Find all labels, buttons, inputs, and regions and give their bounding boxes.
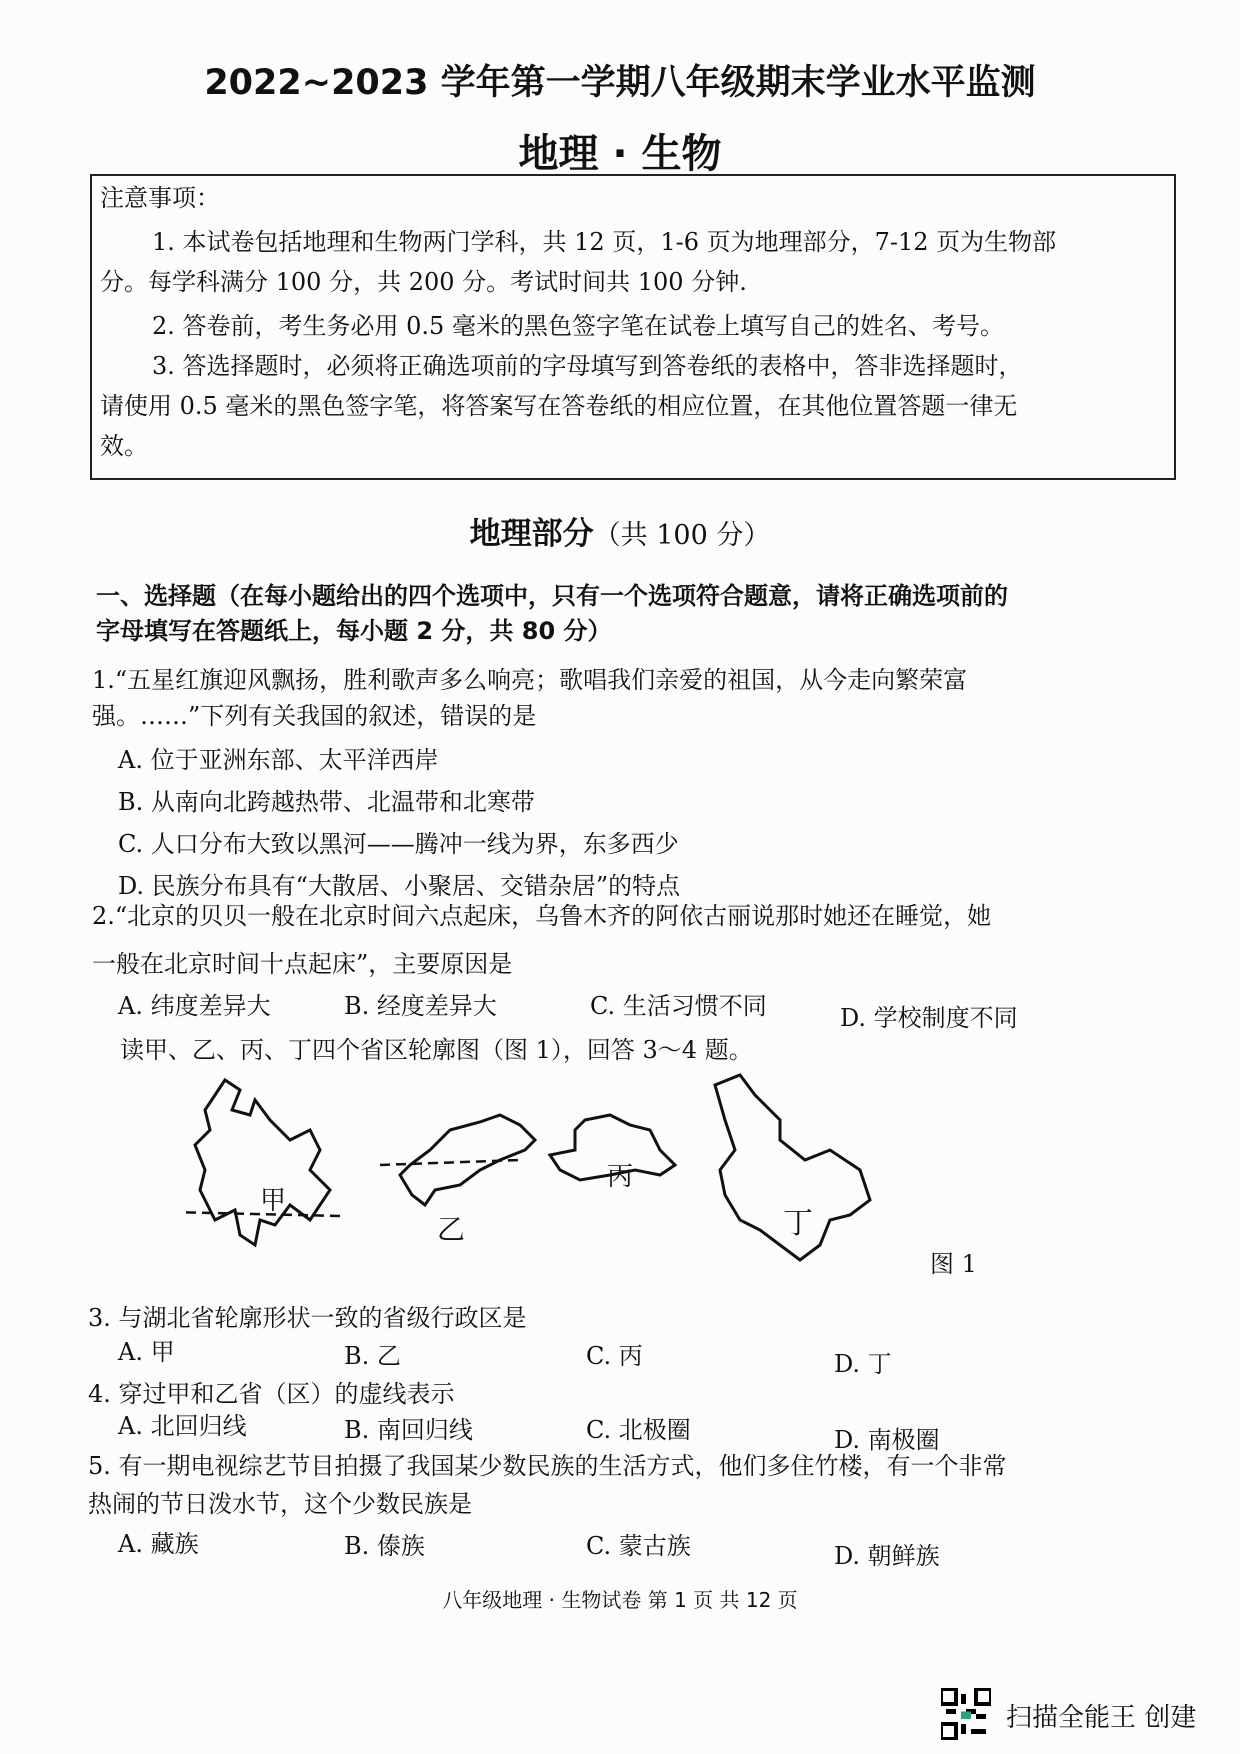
exam-subtitle: 地理 · 生物 [518,131,722,177]
section-title [0,508,1240,553]
question-3: 3. 与湖北省轮廓形状一致的省级行政区是 [88,1304,527,1332]
notice-line: 3. 答选择题时，必须将正确选项前的字母填写到答卷纸的表格中，答非选择题时， [152,352,1023,380]
option: B. 乙 [344,1342,401,1370]
option: D. 学校制度不同 [840,1004,1018,1032]
option: A. 北回归线 [118,1412,247,1440]
notice-heading: 注意事项： [100,184,220,212]
notice-line: 1. 本试卷包括地理和生物两门学科，共 12 页，1-6 页为地理部分，7-12 页为生物部 [152,228,1057,256]
option: C. 北极圈 [586,1416,691,1444]
notice-line: 请使用 0.5 毫米的黑色签字笔，将答案写在答卷纸的相应位置，在其他位置答题一律无 [100,392,1018,420]
tropic-dashed-line [380,1160,520,1165]
label-bing: 丙 [607,1162,634,1192]
option: C. 蒙古族 [586,1532,691,1560]
option: A. 位于亚洲东部、太平洋西岸 [118,746,439,774]
label-yi: 乙 [437,1213,466,1246]
label-ding: 丁 [783,1206,813,1241]
option: D. 朝鲜族 [834,1542,940,1570]
option: B. 傣族 [344,1532,425,1560]
option: B. 从南向北跨越热带、北温带和北寒带 [118,788,535,816]
question-4: 4. 穿过甲和乙省（区）的虚线表示 [88,1380,455,1408]
label-jia: 甲 [260,1186,287,1216]
part-heading: 字母填写在答题纸上，每小题 2 分，共 80 分） [96,617,612,645]
question-5-cont: 热闹的节日泼水节，这个少数民族是 [88,1490,472,1518]
option: C. 丙 [586,1342,643,1370]
notice-line: 分。每学科满分 100 分，共 200 分。考试时间共 100 分钟. [100,268,747,296]
question-2-cont: 一般在北京时间十点起床”，主要原因是 [92,950,513,978]
option: D. 南极圈 [834,1426,940,1454]
page-footer: 八年级地理 · 生物试卷 第 1 页 共 12 页 [442,1588,798,1612]
option: B. 南回归线 [344,1416,473,1444]
question-1: 1.“五星红旗迎风飘扬，胜利歌声多么响亮；歌唱我们亲爱的祖国，从今走向繁荣富 [92,666,968,694]
option: C. 生活习惯不同 [590,992,767,1020]
province-jia-outline [195,1080,330,1245]
figure-intro: 读甲、乙、丙、丁四个省区轮廓图（图 1），回答 3～4 题。 [120,1036,753,1064]
exam-title: 2022~2023 学年第一学期八年级期末学业水平监测 [204,63,1036,103]
option: D. 丁 [834,1350,892,1378]
option: B. 经度差异大 [344,992,497,1020]
option: D. 民族分布具有“大散居、小聚居、交错杂居”的特点 [118,872,681,900]
notice-line: 效。 [100,432,148,460]
notice-line: 2. 答卷前，考生务必用 0.5 毫米的黑色签字笔在试卷上填写自己的姓名、考号。 [152,312,1004,340]
section-name: 地理部分 [469,516,594,552]
question-1-cont: 强。……”下列有关我国的叙述，错误的是 [92,702,537,730]
option: A. 藏族 [118,1530,199,1558]
scanner-watermark: 扫描全能王 创建 [1006,1703,1197,1733]
question-5: 5. 有一期电视综艺节目拍摄了我国某少数民族的生活方式，他们多住竹楼，有一个非常 [88,1452,1007,1480]
qr-code-icon [941,1688,991,1740]
question-2: 2.“北京的贝贝一般在北京时间六点起床，乌鲁木齐的阿依古丽说那时她还在睡觉，她 [92,902,992,930]
option: C. 人口分布大致以黑河——腾冲一线为界，东多西少 [118,830,679,858]
option: A. 甲 [118,1338,175,1366]
notice-box [90,174,1176,480]
figure-caption: 图 1 [930,1250,977,1278]
option: A. 纬度差异大 [118,992,271,1020]
section-score: （共 100 分） [593,520,771,551]
part-heading: 一、选择题（在每小题给出的四个选项中，只有一个选项符合题意，请将正确选项前的 [96,582,1008,610]
